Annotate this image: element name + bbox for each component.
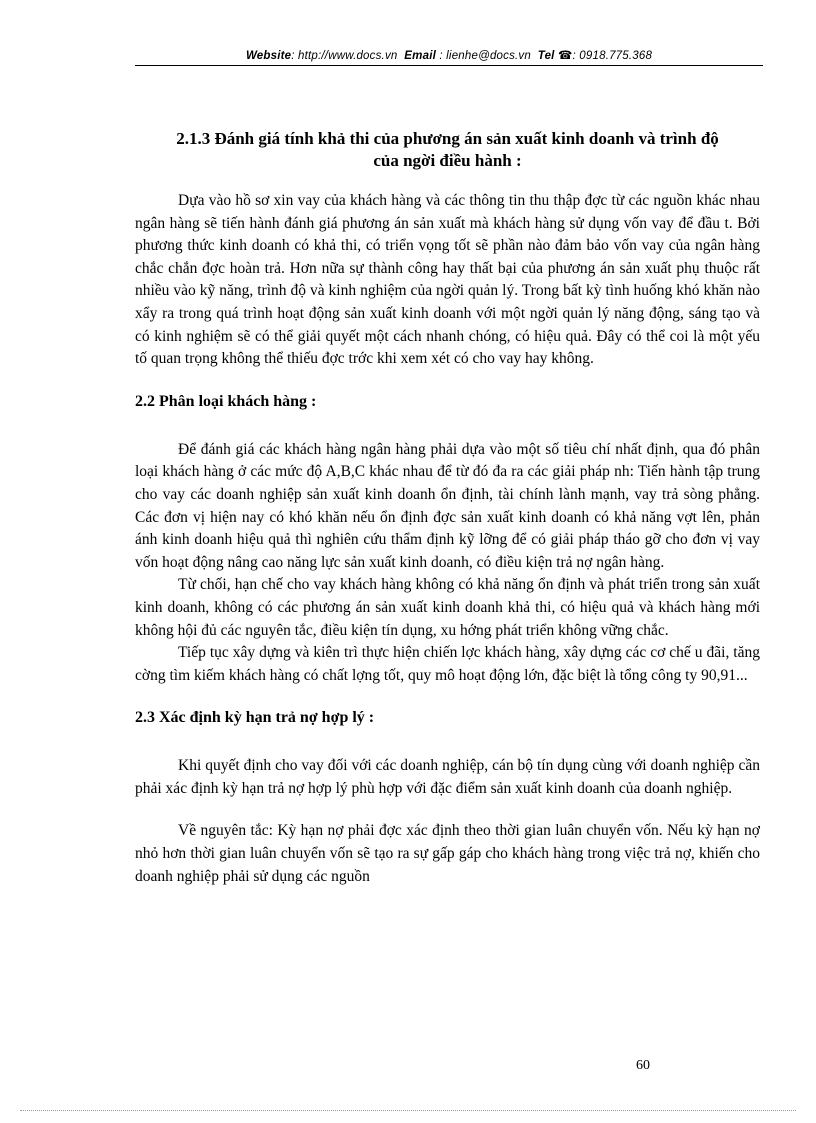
email-value: : lienhe@docs.vn [439,50,531,62]
section-213-title-line2: của ngời điều hành : [373,151,522,170]
section-22-paragraph-2: Từ chối, hạn chế cho vay khách hàng không có khả năng ổn định và phát triển trong sản xuất kinh doanh, không có các phương án sản xuất kinh doanh khả thi, có hiệu quả và khách hàng mới không hội đủ các nguyên tắc, điều kiện tín dụng, xu hớng phát triển không vững chắc. [135,576,760,639]
section-213-title [135,128,760,172]
document-body [135,128,760,888]
section-213-paragraph: Dựa vào hồ sơ xin vay của khách hàng và các thông tin thu thập đợc từ các nguồn khác nhau ngân hàng sẽ tiến hành đánh giá phương án sản xuất mà khách hàng sử dụng vốn vay để đầu t. Bởi phương thức kinh doanh có khả thi, có triển vọng tốt sẽ phần nào đảm bảo vốn vay của ngân hàng chắc chắn đợc hoàn trả. Hơn nữa sự thành công hay thất bại của phương án sản xuất phụ thuộc rất nhiều vào kỹ năng, trình độ và kinh nghiệm của ngời quản lý. Trong bất kỳ tình huống khó khăn nào xẩy ra trong quá trình hoạt động sản xuất kinh doanh với một ngời quản lý năng động, sáng tạo và có kinh nghiệm sẽ có thể giải quyết một cách nhanh chóng, có hiệu quả. Đây có thể coi là một yếu tố quan trọng không thể thiếu đợc trớc khi xem xét có cho vay hay không. [135,192,760,368]
section-22-paragraph-1: Để đánh giá các khách hàng ngân hàng phải dựa vào một số tiêu chí nhất định, qua đó phân loại khách hàng ở các mức độ A,B,C khác nhau để từ đó đa ra các giải pháp nh: Tiến hành tập trung cho vay các doanh nghiệp sản xuất kinh doanh ổn định, tài chính lành mạnh, vay trả sòng phẳng. Các đơn vị hiện nay có khó khăn nếu ổn định đợc sản xuất kinh doanh có khả năng vợt lên, phản ánh kinh doanh hiệu quả thì nghiên cứu thẩm định kỹ lỡng để có giải pháp tháo gỡ cho đơn vị vay vốn hoạt động nâng cao năng lực sản xuất kinh doanh, có điều kiện trả nợ ngân hàng. [135,440,760,571]
section-23-title: 2.3 Xác định kỳ hạn trả nợ hợp lý : [135,709,375,727]
header-divider [135,65,763,66]
tel-value: : 0918.775.368 [572,50,653,62]
section-22-title: 2.2 Phân loại khách hàng : [135,392,317,410]
tel-label: Tel [537,50,555,62]
section-22-paragraph-3: Tiếp tục xây dựng và kiên trì thực hiện chiến lợc khách hàng, xây dựng các cơ chế u đãi, tăng cờng tìm kiếm khách hàng có chất lợng tốt, quy mô hoạt động lớn, đặc biệt là tổng công ty 90,91... [135,644,760,684]
page-number: 60 [636,1058,650,1073]
email-label: Email [404,50,436,62]
page-header [135,48,763,62]
website-value: : http://www.docs.vn [291,50,398,62]
phone-icon: ☎ [557,50,573,62]
website-label: Website [245,50,292,62]
section-23-paragraph-2: Về nguyên tắc: Kỳ hạn nợ phải đợc xác định theo thời gian luân chuyển vốn. Nếu kỳ hạn nợ nhỏ hơn thời gian luân chuyển vốn sẽ tạo ra sự gấp gáp cho khách hàng trong việc trả nợ, khiến cho doanh nghiệp phải sử dụng các nguồn [135,822,760,885]
page-bottom-dotted-line [20,1110,796,1111]
section-213-title-line1: 2.1.3 Đánh giá tính khả thi của phương án sản xuất kinh doanh và trình độ [176,129,719,148]
section-23-paragraph-1: Khi quyết định cho vay đối với các doanh nghiệp, cán bộ tín dụng cùng với doanh nghiệp cần phải xác định kỳ hạn trả nợ hợp lý phù hợp với đặc điểm sản xuất kinh doanh của doanh nghiệp. [135,757,760,797]
